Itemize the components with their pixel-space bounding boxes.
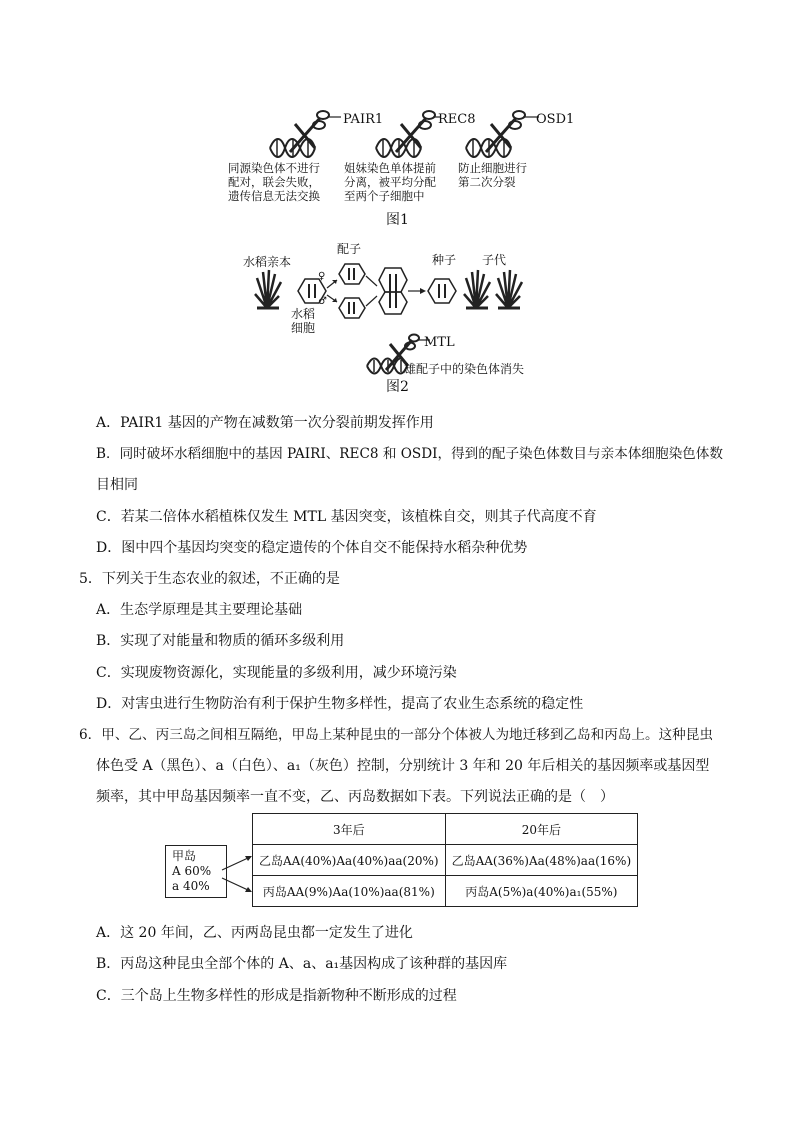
label-osd1: OSD1	[536, 112, 575, 127]
q6-option-a: A．这 20 年间，乙、丙两岛昆虫都一定发生了进化	[96, 925, 413, 941]
yi-island-20-years: 乙岛AA(36%)Aa(48%)aa(16%)	[445, 845, 638, 876]
q5-option-c: C．实现废物资源化，实现能量的多级利用，减少环境污染	[96, 665, 457, 681]
q5-stem: 5．下列关于生态农业的叙述，不正确的是	[79, 571, 340, 587]
figure-2-caption: 图2	[386, 379, 409, 395]
label-mtl: MTL	[424, 335, 455, 350]
bing-island-20-years: 丙岛A(5%)a(40%)a₁(55%)	[445, 876, 638, 907]
q6-option-b: B．丙岛这种昆虫全部个体的 A、a、a₁基因构成了该种群的基因库	[96, 956, 508, 972]
q6-stem-line3: 频率，其中甲岛基因频率一直不变，乙、丙岛数据如下表。下列说法正确的是（ ）	[96, 789, 614, 805]
q5-option-b: B．实现了对能量和物质的循环多级利用	[96, 633, 345, 649]
female-symbol-icon: ♀	[318, 271, 326, 282]
label-rice-cell: 水稻 细胞	[291, 307, 316, 335]
rice-plant-icon	[255, 270, 281, 308]
q4-option-a: A．PAIR1 基因的产物在减数第一次分裂前期发挥作用	[96, 415, 434, 431]
gamete-female-icon	[339, 264, 365, 284]
q6-stem-line1: 6．甲、乙、丙三岛之间相互隔绝，甲岛上某种昆虫的一部分个体被人为地迁移到乙岛和丙岛上。这种昆虫	[79, 727, 713, 743]
gene-frequency-table	[252, 813, 638, 907]
fused-cell-icon	[379, 268, 407, 314]
scissors-dna-icon-1	[270, 111, 341, 157]
scissors-dna-icon-3	[466, 111, 539, 157]
table-header-row	[253, 814, 638, 845]
label-gamete: 配子	[337, 242, 362, 256]
label-rice-parent: 水稻亲本	[243, 255, 292, 269]
rice-cell-icon	[298, 279, 326, 303]
offspring-plant-icon-1	[464, 270, 490, 308]
desc-osd1: 防止细胞进行 第二次分裂	[458, 161, 527, 189]
seed-icon	[428, 279, 456, 303]
q6-stem-line2: 体色受 A（黑色）、a（白色）、a₁（灰色）控制，分别统计 3 年和 20 年后相关的基因频率或基因型	[96, 758, 710, 774]
q4-option-c: C．若某二倍体水稻植株仅发生 MTL 基因突变，该植株自交，则其子代高度不育	[96, 509, 597, 525]
figure-1-caption: 图1	[386, 212, 409, 228]
q4-option-b-line1: B．同时破坏水稻细胞中的基因 PAIRI、REC8 和 OSDI，得到的配子染色体数目与亲本体细胞染色体数	[96, 446, 723, 462]
yi-island-3-years: 乙岛AA(40%)Aa(40%)aa(20%)	[253, 845, 446, 876]
table-row	[253, 845, 638, 876]
label-offspring: 子代	[482, 253, 507, 267]
q6-option-c: C．三个岛上生物多样性的形成是指新物种不断形成的过程	[96, 988, 457, 1004]
offspring-plant-icon-2	[496, 270, 522, 308]
scissors-dna-icon-2	[376, 111, 441, 157]
desc-mtl: 雄配子中的染色体消失	[404, 362, 525, 376]
jia-arrows	[220, 850, 254, 900]
q5-option-d: D．对害虫进行生物防治有利于保护生物多样性，提高了农业生态系统的稳定性	[96, 696, 584, 712]
figure-2-diagram	[250, 258, 540, 328]
q4-option-b-line2: 目相同	[96, 477, 138, 493]
male-symbol-icon: ♂	[318, 296, 327, 307]
desc-pair1: 同源染色体不进行 配对，联会失败， 遗传信息无法交换	[228, 161, 320, 203]
label-seed: 种子	[432, 253, 457, 267]
header-3-years: 3年后	[253, 814, 446, 845]
bing-island-3-years: 丙岛AA(9%)Aa(10%)aa(81%)	[253, 876, 446, 907]
desc-rec8: 姐妹染色单体提前 分离，被平均分配 至两个子细胞中	[344, 161, 436, 203]
table-row	[253, 876, 638, 907]
q4-option-d: D．图中四个基因均突变的稳定遗传的个体自交不能保持水稻杂种优势	[96, 540, 528, 556]
jia-island-box: 甲岛 A 60% a 40%	[165, 845, 227, 898]
header-20-years: 20年后	[445, 814, 638, 845]
label-rec8: REC8	[438, 112, 476, 127]
q5-option-a: A．生态学原理是其主要理论基础	[96, 602, 303, 618]
label-pair1: PAIR1	[343, 112, 384, 127]
gamete-male-icon	[339, 298, 365, 318]
